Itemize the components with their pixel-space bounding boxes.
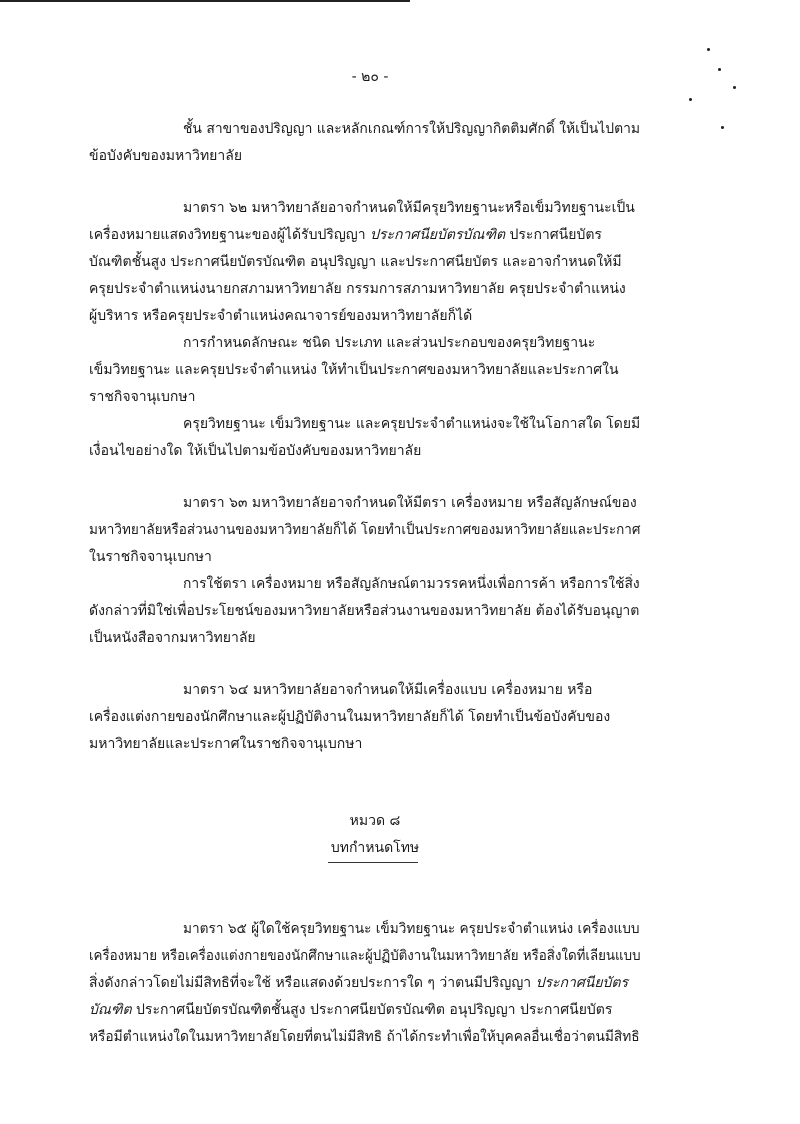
text-segment: เครื่องหมายแสดงวิทยฐานะของผู้ได้รับปริญญา [89, 227, 366, 243]
section-65-heading-line: มาตรา ๖๕ ผู้ใดใช้ครุยวิทยฐานะ เข็มวิทยฐานะ ครุยประจำตำแหน่ง เครื่องแบบ [183, 921, 640, 937]
chapter-title: บทกำหนดโทษ [330, 840, 420, 856]
text-line: เข็มวิทยฐานะ และครุยประจำตำแหน่ง ให้ทำเป็นประกาศของมหาวิทยาลัยและประกาศใน [89, 362, 619, 378]
text-line [89, 970, 628, 997]
italic-text: ประกาศนียบัตร [535, 975, 629, 991]
scan-speck [718, 68, 721, 71]
text-line: มหาวิทยาลัยและประกาศในราชกิจจานุเบกษา [89, 736, 363, 752]
text-line: ผู้บริหาร หรือครุยประจำตำแหน่งคณาจารย์ของมหาวิทยาลัยก็ได้ [89, 308, 473, 324]
italic-text: บัณฑิต [89, 1002, 132, 1018]
section-64-heading-line: มาตรา ๖๔ มหาวิทยาลัยอาจกำหนดให้มีเครื่องแบบ เครื่องหมาย หรือ [183, 682, 593, 698]
text-line: การกำหนดลักษณะ ชนิด ประเภท และส่วนประกอบของครุยวิทยฐานะ [183, 335, 596, 351]
text-line: เป็นหนังสือจากมหาวิทยาลัย [89, 630, 256, 646]
scan-speck [689, 98, 692, 101]
text-line: ครุยประจำตำแหน่งนายกสภามหาวิทยาลัย กรรมการสภามหาวิทยาลัย ครุยประจำตำแหน่ง [89, 281, 626, 297]
text-line: บัณฑิตชั้นสูง ประกาศนียบัตรบัณฑิต อนุปริญญา และประกาศนียบัตร และอาจกำหนดให้มี [89, 254, 622, 270]
text-segment: ประกาศนียบัตร [509, 227, 602, 243]
page-number: - ๒๐ - [351, 69, 389, 85]
text-line: ครุยวิทยฐานะ เข็มวิทยฐานะ และครุยประจำตำแหน่งจะใช้ในโอกาสใด โดยมี [183, 416, 641, 432]
text-line: หรือมีตำแหน่งใดในมหาวิทยาลัยโดยที่ตนไม่มีสิทธิ ถ้าได้กระทำเพื่อให้บุคคลอื่นเชื่อว่าตนมีสิทธิ [89, 1029, 640, 1045]
text-line [89, 222, 602, 249]
top-border-rule [0, 0, 410, 2]
text-line: ราชกิจจานุเบกษา [89, 389, 196, 405]
text-line [89, 997, 612, 1024]
text-line: ในราชกิจจานุเบกษา [89, 549, 212, 565]
text-line: ชั้น สาขาของปริญญา และหลักเกณฑ์การให้ปริญญากิตติมศักดิ์ ให้เป็นไปตาม [183, 121, 641, 137]
text-line: ดังกล่าวที่มิใช่เพื่อประโยชน์ของมหาวิทยาลัยหรือส่วนงานของมหาวิทยาลัย ต้องได้รับอนุญาต [89, 603, 640, 619]
text-line: ข้อบังคับของมหาวิทยาลัย [89, 148, 243, 164]
text-line: เงื่อนไขอย่างใด ให้เป็นไปตามข้อบังคับของมหาวิทยาลัย [89, 443, 422, 459]
text-line: การใช้ตรา เครื่องหมาย หรือสัญลักษณ์ตามวรรคหนึ่งเพื่อการค้า หรือการใช้สิ่ง [183, 576, 640, 592]
section-62-heading-line: มาตรา ๖๒ มหาวิทยาลัยอาจกำหนดให้มีครุยวิทยฐานะหรือเข็มวิทยฐานะเป็น [183, 200, 635, 216]
italic-text: ประกาศนียบัตรบัณฑิต [370, 227, 506, 243]
text-line: เครื่องแต่งกายของนักศึกษาและผู้ปฏิบัติงานในมหาวิทยาลัยก็ได้ โดยทำเป็นข้อบังคับของ [89, 709, 611, 725]
chapter-number: หมวด ๘ [349, 813, 401, 829]
scan-speck [721, 126, 724, 129]
scan-speck [733, 86, 736, 89]
text-segment: ประกาศนียบัตรบัณฑิตชั้นสูง ประกาศนียบัตรบัณฑิต อนุปริญญา ประกาศนียบัตร [136, 1002, 613, 1018]
text-segment: สิ่งดังกล่าวโดยไม่มีสิทธิที่จะใช้ หรือแสดงด้วยประการใด ๆ ว่าตนมีปริญญา [89, 975, 532, 991]
scan-speck [707, 48, 710, 51]
text-line: เครื่องหมาย หรือเครื่องแต่งกายของนักศึกษาและผู้ปฏิบัติงานในมหาวิทยาลัย หรือสิ่งใดที่เลียนแบบ [89, 948, 641, 964]
text-line: มหาวิทยาลัยหรือส่วนงานของมหาวิทยาลัยก็ได้ โดยทำเป็นประกาศของมหาวิทยาลัยและประกาศ [89, 522, 641, 538]
chapter-separator [328, 862, 418, 863]
section-63-heading-line: มาตรา ๖๓ มหาวิทยาลัยอาจกำหนดให้มีตรา เครื่องหมาย หรือสัญลักษณ์ของ [183, 495, 637, 511]
